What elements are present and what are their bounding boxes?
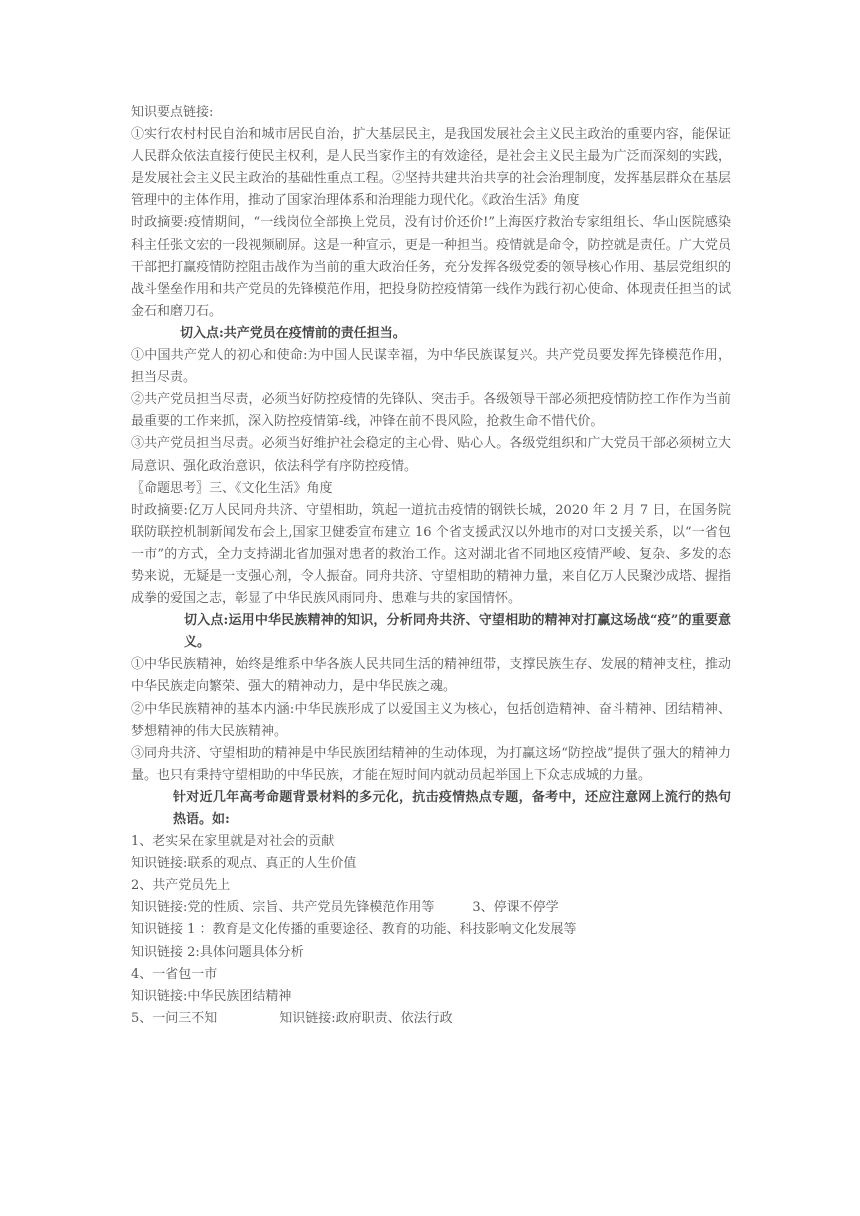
list-text: 知识链接:党的性质、宗旨、共产党员先锋模范作用等 bbox=[131, 900, 435, 916]
paragraph: ③共产党员担当尽责。必须当好维护社会稳定的主心骨、贴心人。各级党组织和广大党员干部必须树立大局意识、强化政治意识，依法科学有序防控疫情。 bbox=[131, 436, 731, 474]
paragraph: ②共产党员担当尽责，必须当好防控疫情的先锋队、突击手。各级领导干部必须把疫情防控工作作为当前最重要的工作来抓，深入防控疫情第-线，冲锋在前不畏风险，抢救生命不惜代价。 bbox=[131, 392, 731, 430]
paragraph: ①中华民族精神，始终是维系中华各族人民共同生活的精神纽带，支撑民族生存、发展的精神支柱，推动中华民族走向繁荣、强大的精神动力，是中华民族之魂。 bbox=[131, 657, 731, 695]
paragraph: ②中华民族精神的基本内涵:中华民族形成了以爱国主义为核心，包括创造精神、奋斗精神、团结精神、梦想精神的伟大民族精神。 bbox=[131, 701, 731, 739]
paragraph: 时政摘要:疫情期间，“一线岗位全部换上党员，没有讨价还价!”上海医疗救治专家组组长、华山医院感染科主任张文宏的一段视频刷屏。这是一种宣示，更是一种担当。疫情就是命令，防控就是责任。广大党员干部把打赢疫情防控阻击战作为当前的重大政治任务，充分发挥各级党委的领导核心作用、基层党组织的战斗堡垒作用和共产党员的先锋模范作用，把投身防控疫情第一线作为践行初心使命、体现责任担当的试金石和磨刀石。 bbox=[131, 215, 731, 319]
list-item: 2、共产党员先上 bbox=[131, 878, 231, 894]
section-title: 〖命题思考〗三、《文化生活》角度 bbox=[131, 480, 333, 496]
document-body bbox=[131, 102, 731, 1030]
list-item: 4、一省包一市 bbox=[131, 966, 218, 982]
paragraph: ①实行农村村民自治和城市居民自治，扩大基层民主，是我国发展社会主义民主政治的重要内容，能保证人民群众依法直接行使民主权利，是人民当家作主的有效途径，是社会主义民主最为广泛而深刻的实践，是发展社会主义民主政治的基础性重点工程。②坚持共建共治共享的社会治理制度，发挥基层群众在基层管理中的主体作用，推动了国家治理体系和治理能力现代化。《政治生活》角度 bbox=[131, 127, 731, 209]
list-text: 知识链接:政府职责、依法行政 bbox=[279, 1010, 453, 1026]
section-heading: 针对近几年高考命题背景材料的多元化，抗击疫情热点专题，备考中，还应注意网上流行的热句热语。如: bbox=[173, 789, 731, 827]
list-item bbox=[131, 897, 731, 919]
list-item: 知识链接:联系的观点、真正的人生价值 bbox=[131, 856, 357, 872]
list-item: 知识链接 1 ：教育是文化传播的重要途径、教育的功能、科技影响文化发展等 bbox=[131, 922, 577, 938]
paragraph: 知识要点链接: bbox=[131, 105, 214, 120]
paragraph: ③同舟共济、守望相助的精神是中华民族团结精神的生动体现，为打赢这场“防控战”提供了强大的精神力量。也只有秉持守望相助的中华民族，才能在短时间内就动员起举国上下众志成城的力量。 bbox=[131, 745, 731, 783]
paragraph: ①中国共产党人的初心和使命:为中国人民谋幸福，为中华民族谋复兴。共产党员要发挥先锋模范作用，担当尽责。 bbox=[131, 348, 731, 386]
list-text: 5、一问三不知 bbox=[131, 1010, 218, 1026]
list-item: 1、老实呆在家里就是对社会的贡献 bbox=[131, 834, 335, 850]
list-item bbox=[131, 1008, 731, 1030]
list-item: 知识链接:中华民族团结精神 bbox=[131, 988, 292, 1004]
list-text: 3、停课不停学 bbox=[472, 900, 559, 916]
list-item: 知识链接 2:具体问题具体分析 bbox=[131, 944, 304, 960]
section-heading: 切入点:运用中华民族精神的知识，分析同舟共济、守望相助的精神对打赢这场战“疫”的重要意义。 bbox=[184, 613, 731, 651]
paragraph: 时政摘要:亿万人民同舟共济、守望相助，筑起一道抗击疫情的钢铁长城，2020 年 2 月 7 日，在国务院联防联控机制新闻发布会上,国家卫健委宣布建立 16 个省支援武汉以外地市的对口支援关系，以“一省包一市”的方式，全力支持湖北省加强对患者的救治工作。这对湖北省不同地区疫情严峻、复杂、多发的态势来说，无疑是一支强心剂，令人振奋。同舟共济、守望相助的精神力量，来自亿万人民聚沙成塔、握指成拳的爱国之志，彰显了中华民族风雨同舟、患难与共的家国情怀。 bbox=[131, 502, 731, 607]
section-heading: 切入点:共产党员在疫情前的责任担当。 bbox=[180, 325, 406, 341]
